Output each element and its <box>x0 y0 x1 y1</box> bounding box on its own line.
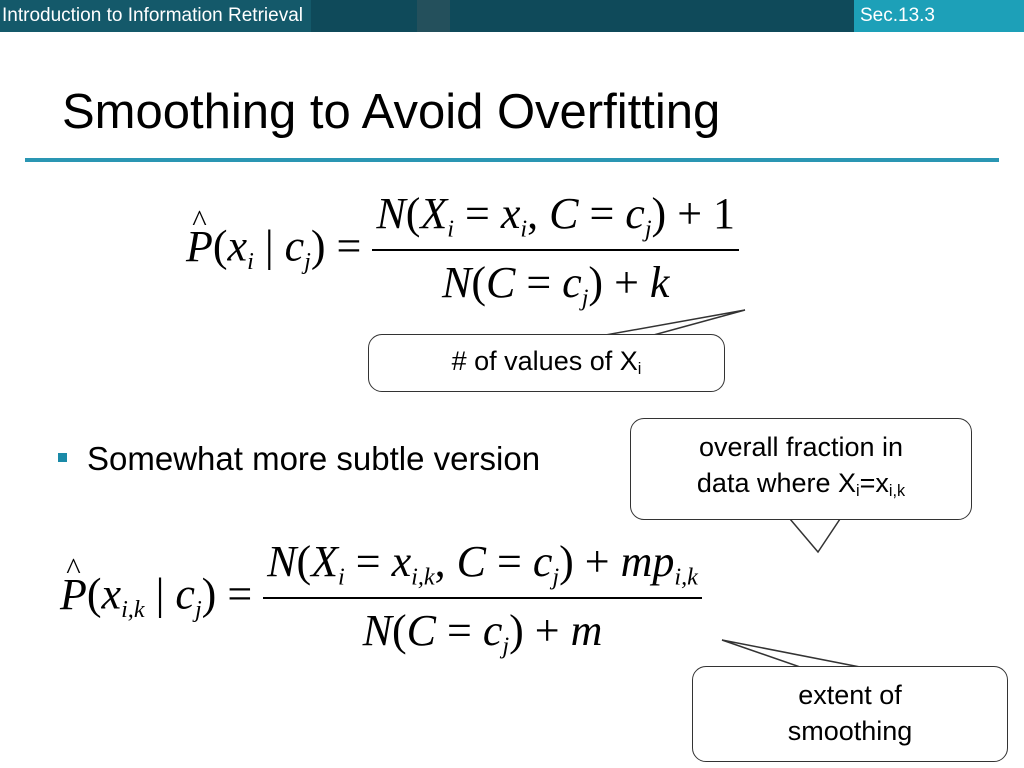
course-title: Introduction to Information Retrieval <box>0 0 311 32</box>
m-estimate-equation: ^ $P(x_{i,k}$ | $c_j$) = $\frac{N(X_i = x_{i,k}, C = c_j) + mp_{i,k}}{N(C = c_j) + m}$ <box>60 536 702 661</box>
smoothing-callout: extent of smoothing <box>692 666 1008 762</box>
values-callout: # of values of $X_i$ <box>368 334 725 392</box>
smoothing-callout-tail <box>722 640 860 667</box>
bullet-text: Somewhat more subtle version <box>87 440 541 477</box>
fraction-callout-tail <box>790 519 840 552</box>
values-callout-tail <box>600 310 745 336</box>
section-label: Sec.13.3 <box>854 0 1024 32</box>
slide-title: Smoothing to Avoid Overfitting <box>62 85 721 139</box>
fraction-callout: overall fraction in data where $X_i=x_{i,k}$ <box>630 418 972 520</box>
laplace-smoothing-equation: ^ $P(x_i$ | $c_j$) = $\frac{N(X_i = x_i, C = c_j) + 1}{N(C = c_j) + k}$ <box>186 188 739 313</box>
